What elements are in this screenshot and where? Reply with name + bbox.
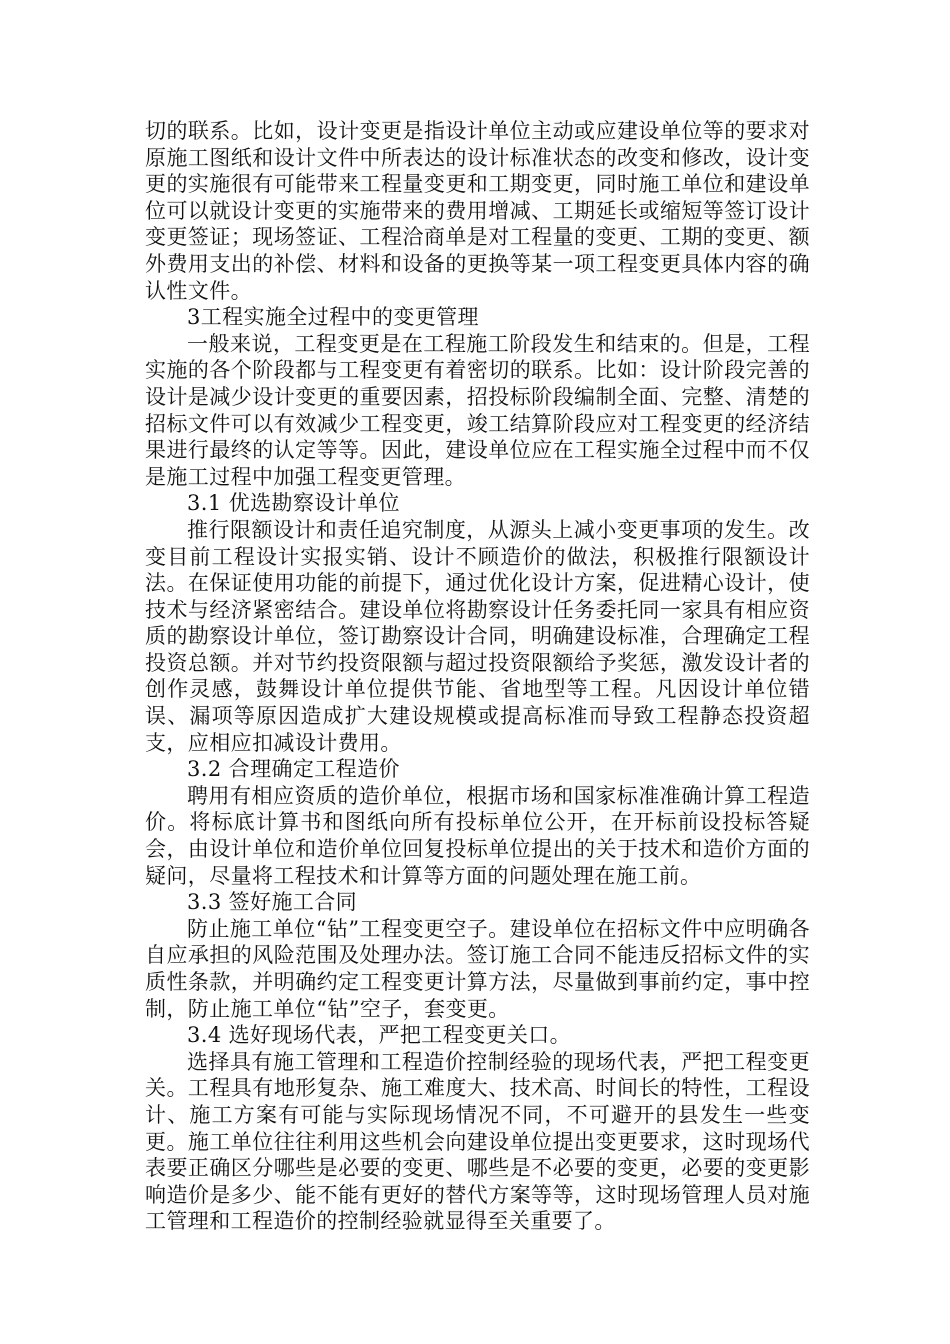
section-heading-3-2: 3.2 合理确定工程造价 (187, 757, 400, 782)
paragraph-section-3: 一般来说，工程变更是在工程施工阶段发生和结束的。但是，工程实施的各个阶段都与工程变更有着密切的联系。比如：设计阶段完善的设计是减少设计变更的重要因素，招投标阶段编制全面、完整、清楚的招标文件可以有效减少工程变更，竣工结算阶段应对工程变更的经济结果进行最终的认定等等。因此，建设单位应在工程实施全过程中而不仅是施工过程中加强工程变更管理。 (145, 331, 810, 489)
section-heading-3: 3工程实施全过程中的变更管理 (187, 305, 479, 330)
section-heading-3-4: 3.4 选好现场代表，严把工程变更关口。 (187, 1023, 572, 1048)
section-heading-3-3: 3.3 签好施工合同 (187, 890, 358, 915)
paragraph-section-3-2: 聘用有相应资质的造价单位，根据市场和国家标准准确计算工程造价。将标底计算书和图纸向所有投标单位公开，在开标前设投标答疑会，由设计单位和造价单位回复投标单位提出的关于技术和造价方面的疑问，尽量将工程技术和计算等方面的问题处理在施工前。 (145, 783, 810, 888)
paragraph-section-3-1: 推行限额设计和责任追究制度，从源头上减小变更事项的发生。改变目前工程设计实报实销、设计不顾造价的做法，积极推行限额设计法。在保证使用功能的前提下，通过优化设计方案，促进精心设计，使技术与经济紧密结合。建设单位将勘察设计任务委托同一家具有相应资质的勘察设计单位，签订勘察设计合同，明确建设标准，合理确定工程投资总额。并对节约投资限额与超过投资限额给予奖惩，激发设计者的创作灵感，鼓舞设计单位提供节能、省地型等工程。凡因设计单位错误、漏项等原因造成扩大建设规模或提高标准而导致工程静态投资超支，应相应扣减设计费用。 (145, 517, 810, 755)
paragraph-section-3-3: 防止施工单位“钻”工程变更空子。建设单位在招标文件中应明确各自应承担的风险范围及处理办法。签订施工合同不能违反招标文件的实质性条款，并明确约定工程变更计算方法，尽量做到事前约定，事中控制，防止施工单位“钻”空子，套变更。 (145, 916, 810, 1021)
paragraph-section-3-4: 选择具有施工管理和工程造价控制经验的现场代表，严把工程变更关。工程具有地形复杂、施工难度大、技术高、时间长的特性，工程设计、施工方案有可能与实际现场情况不同，不可避开的县发生一些变更。施工单位往往利用这些机会向建设单位提出变更要求，这时现场代表要正确区分哪些是必要的变更、哪些是不必要的变更，必要的变更影响造价是多少、能不能有更好的替代方案等等，这时现场管理人员对施工管理和工程造价的控制经验就显得至关重要了。 (145, 1049, 810, 1234)
section-heading-3-1: 3.1 优选勘察设计单位 (187, 491, 400, 516)
document-body (145, 118, 810, 1235)
paragraph-continuation: 切的联系。比如，设计变更是指设计单位主动或应建设单位等的要求对原施工图纸和设计文件中所表达的设计标准状态的改变和修改，设计变更的实施很有可能带来工程量变更和工期变更，同时施工单位和建设单位可以就设计变更的实施带来的费用增减、工期延长或缩短等签订设计变更签证；现场签证、工程洽商单是对工程量的变更、工期的变更、额外费用支出的补偿、材料和设备的更换等某一项工程变更具体内容的确认性文件。 (145, 119, 810, 303)
